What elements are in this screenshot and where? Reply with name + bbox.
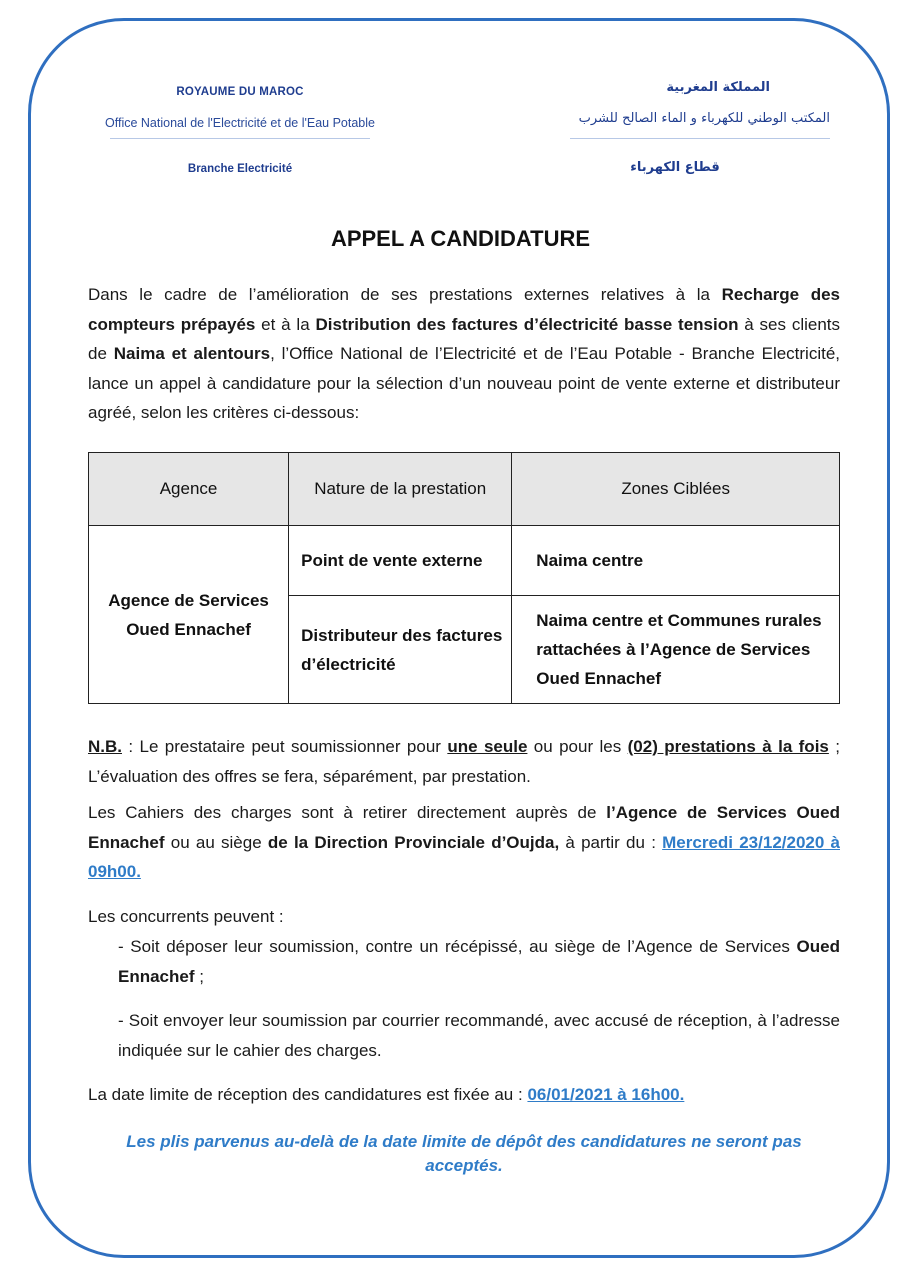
intro-text-4: , l’Office National de l’Electricité et de l’Eau Potable - Branche Electricité, lance un appel à candidature pour la sélection d’un nouveau point de vente externe et distributeur agréé, selon les critères ci-dessous: [88,344,841,422]
intro-paragraph [88,280,840,428]
nb-text-3: ; L’évaluation des offres se fera, séparément, par prestation. [88,737,840,786]
header-fr-royaume: ROYAUME DU MAROC [176,86,304,98]
header-fr-branche: Branche Electricité [187,163,293,175]
cahiers-agence: l’Agence de Services Oued Ennachef [88,803,841,852]
cahiers-date-link[interactable]: Mercredi 23/12/2020 à 09h00. [88,832,840,881]
table-cell-zones: Naima centre [512,526,840,596]
nb-deux-prestations: (02) prestations à la fois [627,737,829,756]
limite-paragraph [88,1080,840,1110]
cahiers-direction: de la Direction Provinciale d’Oujda, [267,832,560,852]
concurrents-item-1-text: - Soit déposer leur soumission, contre un récépissé, au siège de l’Agence de Services [118,937,797,956]
table-header-row [89,453,840,526]
table-header-agence: Agence [89,453,289,526]
table-cell-zones: Naima centre et Communes rurales rattachées à l’Agence de Services Oued Ennachef [512,596,840,704]
intro-text-2: et à la [255,314,316,334]
page-title: APPEL A CANDIDATURE [330,226,591,251]
table-header-zones: Zones Ciblées [512,453,840,526]
header-fr-office: Office National de l'Electricité et de l'Eau Potable [105,116,375,130]
nb-text-2: ou pour les [527,737,628,756]
header-ar-office: المكتب الوطني للكهرباء و الماء الصالح للشرب [578,111,830,126]
nb-label: N.B. [88,737,122,756]
nb-paragraph [88,732,840,791]
intro-text-3: à ses clients de [88,314,841,363]
cahiers-paragraph [88,798,840,887]
nb-text-1: : Le prestataire peut soumissionner pour [122,737,448,756]
table-cell-nature: Distributeur des factures d’électricité [289,596,512,704]
concurrents-item-1-end: ; [194,966,204,986]
cahiers-text-1: Les Cahiers des charges sont à retirer directement auprès de [88,803,607,822]
table-header-nature: Nature de la prestation [289,453,512,526]
concurrents-item-1-bold: Oued Ennachef [118,937,840,986]
concurrents-intro: Les concurrents peuvent : [88,907,284,926]
header-fr-divider [110,138,370,139]
criteria-table [88,452,840,704]
concurrents-item-2: - Soit envoyer leur soumission par courrier recommandé, avec accusé de réception, à l’adresse indiquée sur le cahier des charges. [118,1011,840,1060]
limite-text: La date limite de réception des candidatures est fixée au : [88,1085,528,1104]
intro-bold-naima: Naima et alentours [113,344,271,363]
closing-note: Les plis parvenus au-delà de la date limite de dépôt des candidatures ne seront pas acceptés. [126,1132,802,1175]
nb-une-seule: une seule [447,737,528,756]
table-cell-agence: Agence de Services Oued Ennachef [89,526,289,704]
header-ar-branche: قطاع الكهرباء [630,160,720,175]
concurrents-item-1 [118,932,840,991]
intro-bold-recharge: Recharge des compteurs prépayés [88,285,840,334]
table-cell-nature: Point de vente externe [289,526,512,596]
cahiers-text-2: ou au siège [164,832,268,852]
intro-text-1: Dans le cadre de l’amélioration de ses prestations externes relatives à la [88,285,722,304]
cahiers-text-3: à partir du : [559,832,663,852]
header-ar-divider [570,138,830,139]
limite-date-link[interactable]: 06/01/2021 à 16h00. [527,1085,685,1104]
table-row [89,526,840,596]
header-ar-royaume: المملكة المغربية [666,80,770,95]
intro-bold-distribution: Distribution des factures d’électricité basse tension [315,314,739,334]
